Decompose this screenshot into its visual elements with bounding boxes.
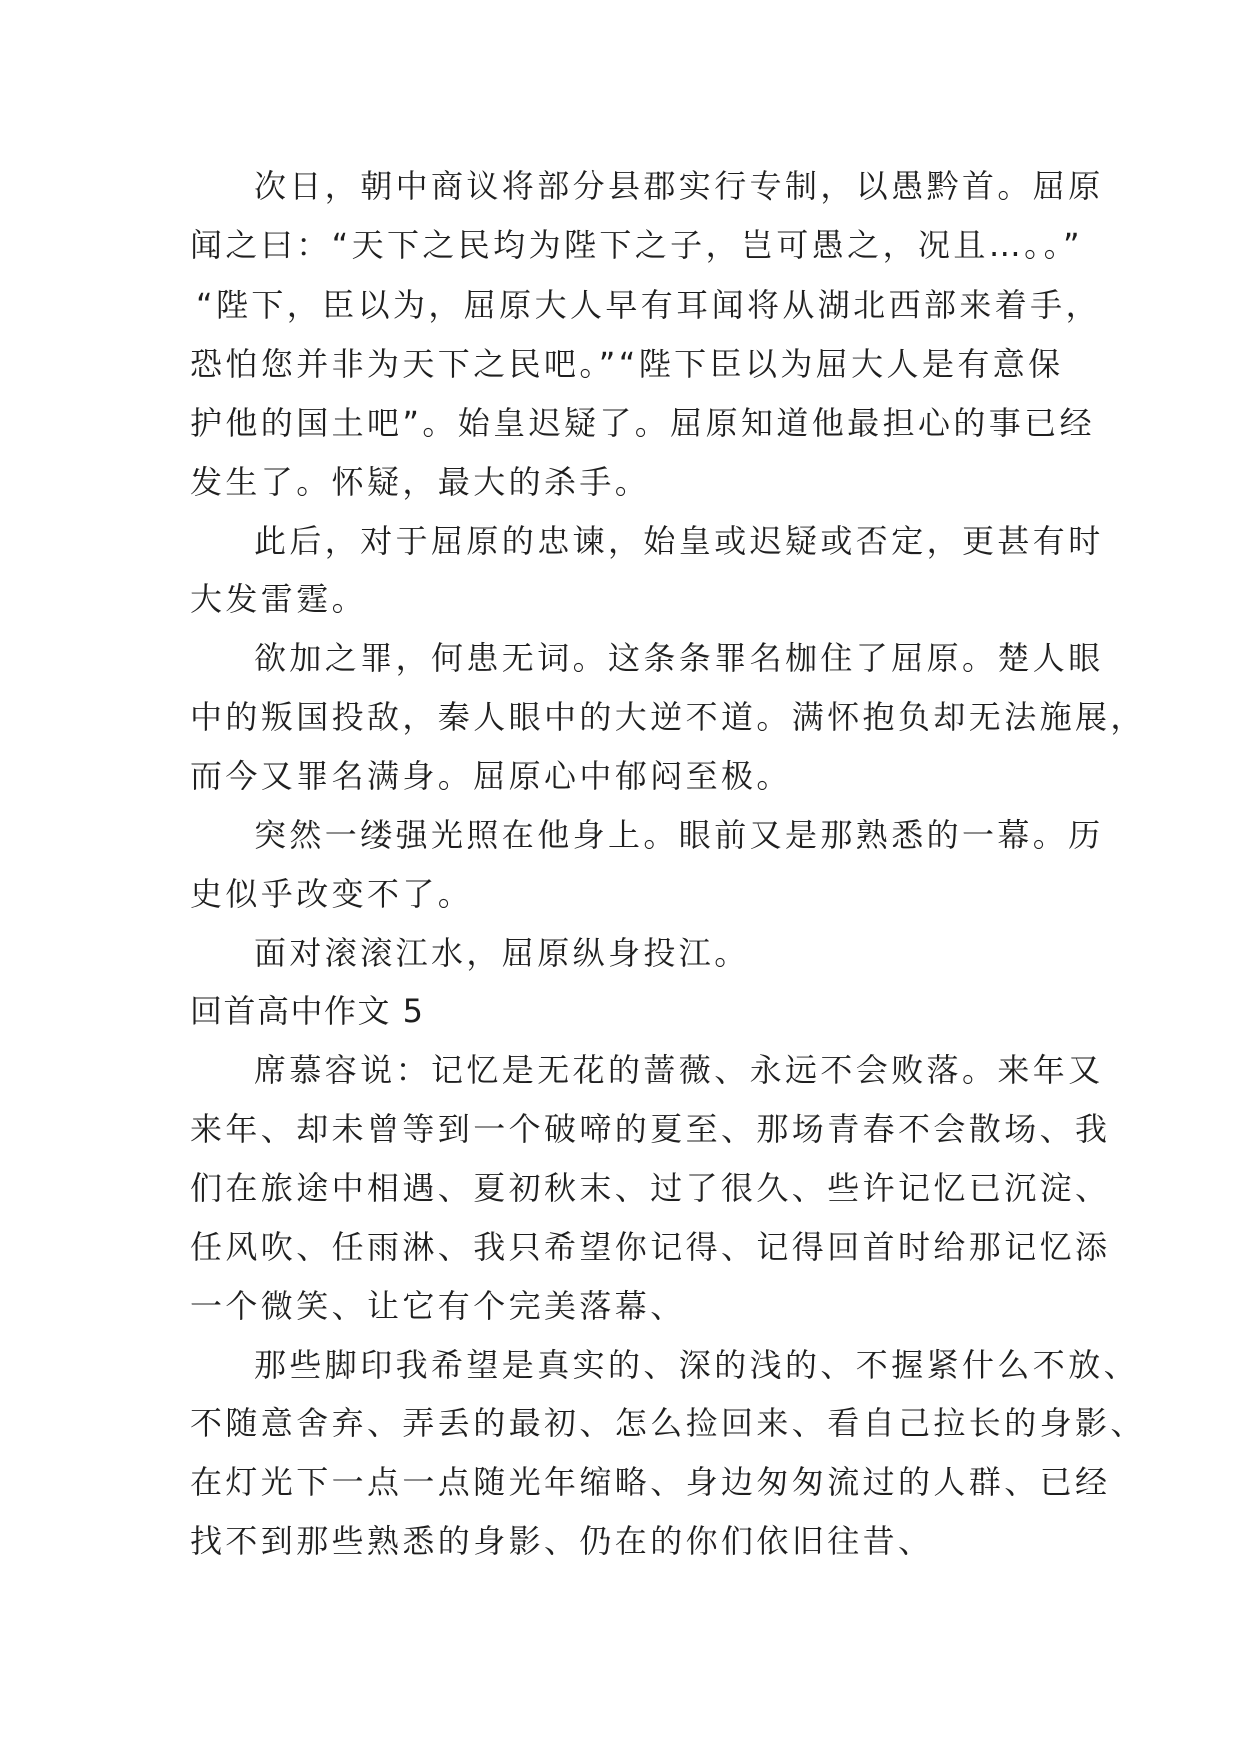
text-line: 任风吹、任雨淋、我只希望你记得、记得回首时给那记忆添 [190, 1228, 1111, 1266]
section-heading: 回首高中作文 5 [190, 992, 425, 1030]
text-line: 此后，对于屈原的忠谏，始皇或迟疑或否定，更甚有时 [254, 522, 1104, 560]
text-line: 中的叛国投敌，秦人眼中的大逆不道。满怀抱负却无法施展， [190, 698, 1146, 736]
text-line: 次日，朝中商议将部分县郡实行专制，以愚黔首。屈原 [254, 167, 1104, 205]
text-line: 面对滚滚江水，屈原纵身投江。 [254, 934, 750, 972]
text-line: 找不到那些熟悉的身影、仍在的你们依旧往昔、 [190, 1522, 934, 1560]
text-line: 席慕容说：记忆是无花的蔷薇、永远不会败落。来年又 [254, 1051, 1104, 1089]
text-line: 不随意舍弃、弄丢的最初、怎么捡回来、看自己拉长的身影、 [190, 1404, 1146, 1442]
text-line: 而今又罪名满身。屈原心中郁闷至极。 [190, 757, 792, 795]
text-line: 闻之曰：“天下之民均为陛下之子，岂可愚之，况且…。。” [190, 226, 1083, 264]
text-line: 护他的国土吧”。始皇迟疑了。屈原知道他最担心的事已经 [190, 404, 1095, 442]
text-line: 在灯光下一点一点随光年缩略、身边匆匆流过的人群、已经 [190, 1463, 1111, 1501]
text-line: 大发雷霆。 [190, 580, 368, 618]
text-line: “陛下，臣以为，屈原大人早有耳闻将从湖北西部来着手， [196, 286, 1101, 324]
text-line: 欲加之罪，何患无词。这条条罪名枷住了屈原。楚人眼 [254, 639, 1104, 677]
text-line: 发生了。怀疑，最大的杀手。 [190, 463, 651, 501]
text-line: 恐怕您并非为天下之民吧。”“陛下臣以为屈大人是有意保 [190, 345, 1064, 383]
text-line: 突然一缕强光照在他身上。眼前又是那熟悉的一幕。历 [254, 816, 1104, 854]
text-line: 一个微笑、让它有个完美落幕、 [190, 1287, 686, 1325]
text-line: 史似乎改变不了。 [190, 875, 474, 913]
text-line: 那些脚印我希望是真实的、深的浅的、不握紧什么不放、 [254, 1346, 1140, 1384]
text-line: 们在旅途中相遇、夏初秋末、过了很久、些许记忆已沉淀、 [190, 1169, 1111, 1207]
text-line: 来年、却未曾等到一个破啼的夏至、那场青春不会散场、我 [190, 1110, 1111, 1148]
